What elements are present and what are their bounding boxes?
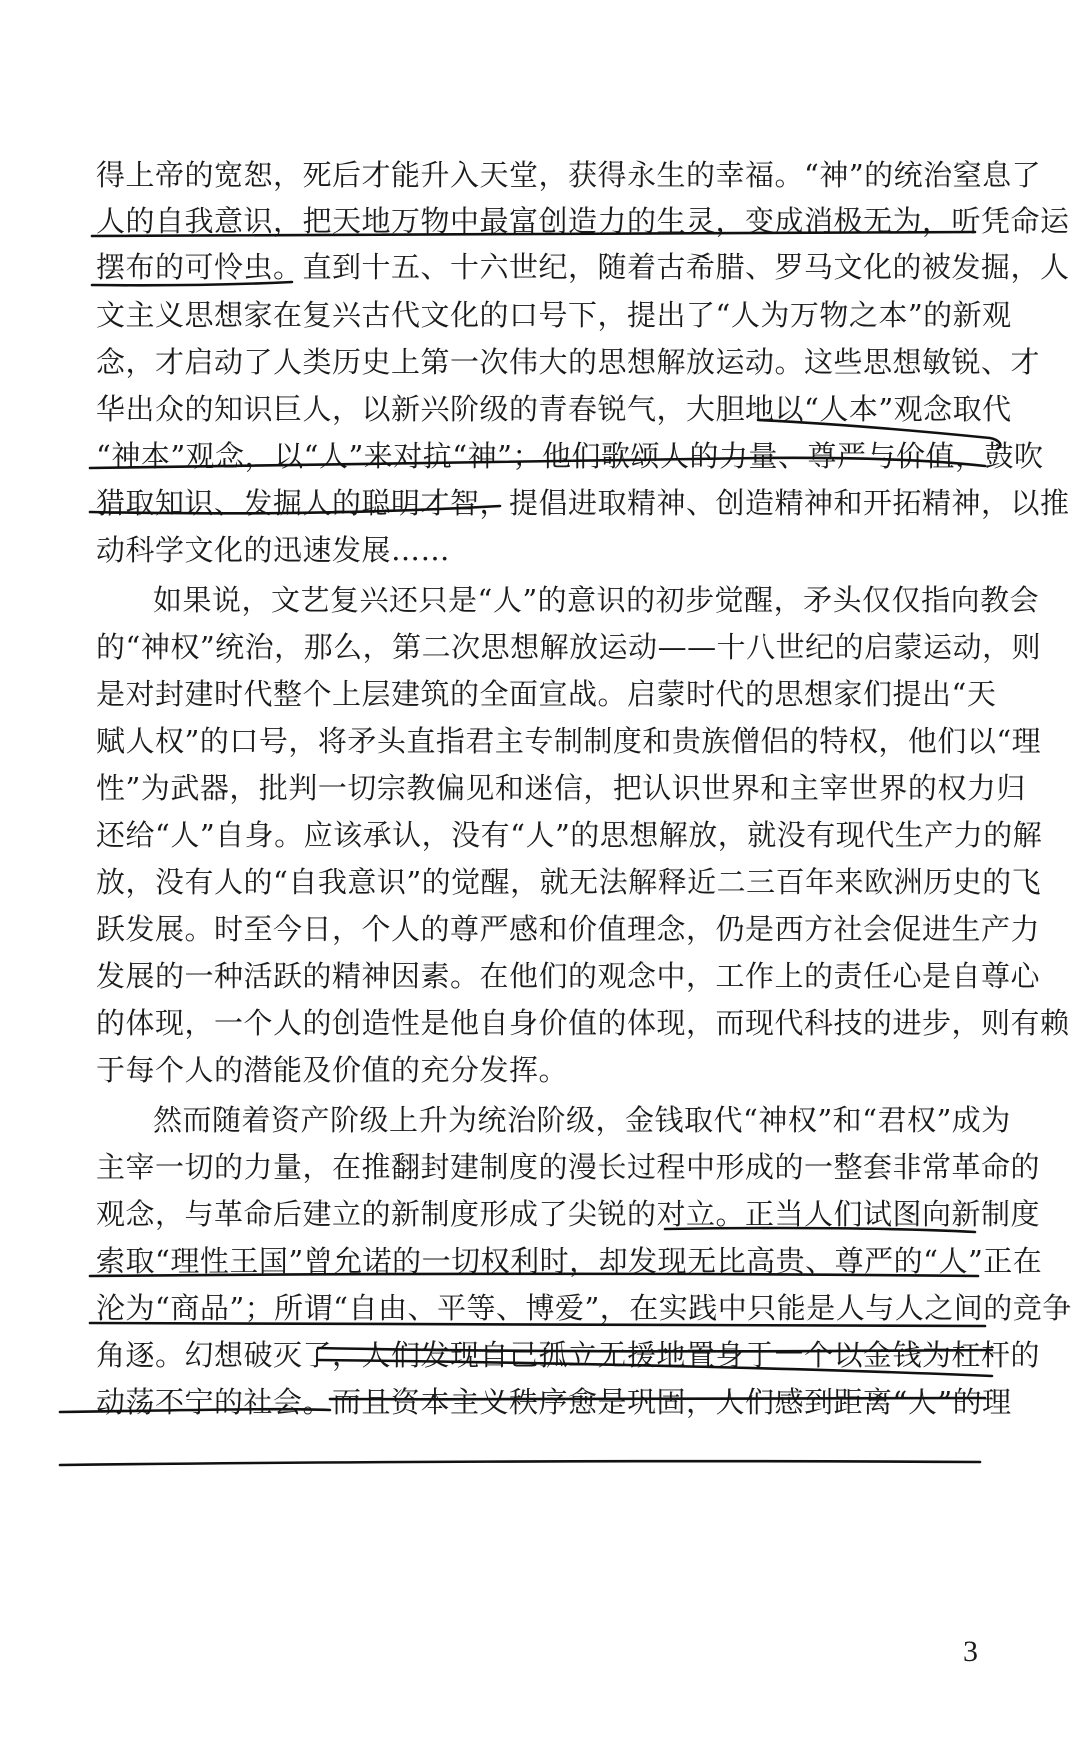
text-line <box>0 855 1080 909</box>
text-line <box>0 429 1080 483</box>
text-line <box>0 288 1080 342</box>
text-line <box>0 1375 1080 1429</box>
line-text: 摆布的可怜虫。直到十五、十六世纪，随着古希腊、罗马文化的被发掘，人 <box>96 250 1070 284</box>
line-text: 沦为“商品”；所谓“自由、平等、博爱”，在实践中只能是人与人之间的竞争 <box>96 1291 1072 1325</box>
line-text: 是对封建时代整个上层建筑的全面宣战。启蒙时代的思想家们提出“天 <box>96 677 997 711</box>
line-text: 如果说，文艺复兴还只是“人”的意识的初步觉醒，矛头仅仅指向教会 <box>153 583 1040 617</box>
line-text: 人的自我意识，把天地万物中最富创造力的生灵，变成消极无为，听凭命运 <box>96 204 1070 238</box>
text-line <box>0 382 1080 436</box>
line-text: 然而随着资产阶级上升为统治阶级，金钱取代“神权”和“君权”成为 <box>153 1103 1011 1137</box>
line-text: 观念，与革命后建立的新制度形成了尖锐的对立。正当人们试图向新制度 <box>96 1197 1041 1231</box>
line-text: 动荡不宁的社会。而且资本主义秩序愈是巩固，人们感到距离“人”的理 <box>96 1385 1012 1419</box>
text-line <box>0 1187 1080 1241</box>
underline-stroke <box>60 1461 980 1465</box>
text-line <box>0 1328 1080 1382</box>
line-text: 跃发展。时至今日，个人的尊严感和价值理念，仍是西方社会促进生产力 <box>96 912 1041 946</box>
line-text: 于每个人的潜能及价值的充分发挥。 <box>96 1053 569 1087</box>
text-line <box>0 667 1080 721</box>
line-text: 发展的一种活跃的精神因素。在他们的观念中，工作上的责任心是自尊心 <box>96 959 1041 993</box>
text-line <box>0 1043 1080 1097</box>
text-line <box>0 1234 1080 1288</box>
line-text: 念，才启动了人类历史上第一次伟大的思想解放运动。这些思想敏锐、才 <box>96 345 1041 379</box>
text-line <box>0 523 1080 577</box>
text-line <box>0 949 1080 1003</box>
line-text: “神本”观念，以“人”来对抗“神”；他们歌颂人的力量、尊严与价值，鼓吹 <box>96 439 1044 473</box>
page-number: 3 <box>963 1635 978 1668</box>
text-line <box>0 573 1080 627</box>
text-line <box>0 761 1080 815</box>
text-line <box>0 808 1080 862</box>
line-text: 的“神权”统治，那么，第二次思想解放运动——十八世纪的启蒙运动，则 <box>96 630 1042 664</box>
line-text: 华出众的知识巨人，以新兴阶级的青春锐气，大胆地以“人本”观念取代 <box>96 392 1012 426</box>
text-line <box>0 714 1080 768</box>
line-text: 索取“理性王国”曾允诺的一切权利时，却发现无比高贵、尊严的“人”正在 <box>96 1244 1043 1278</box>
text-line <box>0 1093 1080 1147</box>
line-text: 动科学文化的迅速发展…… <box>96 533 451 567</box>
text-line <box>0 902 1080 956</box>
line-text: 放，没有人的“自我意识”的觉醒，就无法解释近二三百年来欧洲历史的飞 <box>96 865 1042 899</box>
text-line <box>0 335 1080 389</box>
line-text: 赋人权”的口号，将矛头直指君主专制制度和贵族僧侣的特权，他们以“理 <box>96 724 1042 758</box>
text-line <box>0 620 1080 674</box>
line-text: 主宰一切的力量，在推翻封建制度的漫长过程中形成的一整套非常革命的 <box>96 1150 1041 1184</box>
line-text: 性”为武器，批判一切宗教偏见和迷信，把认识世界和主宰世界的权力归 <box>96 771 1026 805</box>
line-text: 得上帝的宽恕，死后才能升入天堂，获得永生的幸福。“神”的统治窒息了 <box>96 158 1042 192</box>
text-line <box>0 1140 1080 1194</box>
line-text: 猎取知识、发掘人的聪明才智，提倡进取精神、创造精神和开拓精神，以推 <box>96 486 1070 520</box>
text-line <box>0 476 1080 530</box>
line-text: 的体现，一个人的创造性是他自身价值的体现，而现代科技的进步，则有赖 <box>96 1006 1070 1040</box>
line-text: 角逐。幻想破灭了，人们发现自己孤立无援地置身于一个以金钱为杠杆的 <box>96 1338 1041 1372</box>
line-text: 文主义思想家在复兴古代文化的口号下，提出了“人为万物之本”的新观 <box>96 298 1012 332</box>
line-text: 还给“人”自身。应该承认，没有“人”的思想解放，就没有现代生产力的解 <box>96 818 1043 852</box>
text-line <box>0 240 1080 294</box>
text-line <box>0 996 1080 1050</box>
text-line <box>0 1281 1080 1335</box>
